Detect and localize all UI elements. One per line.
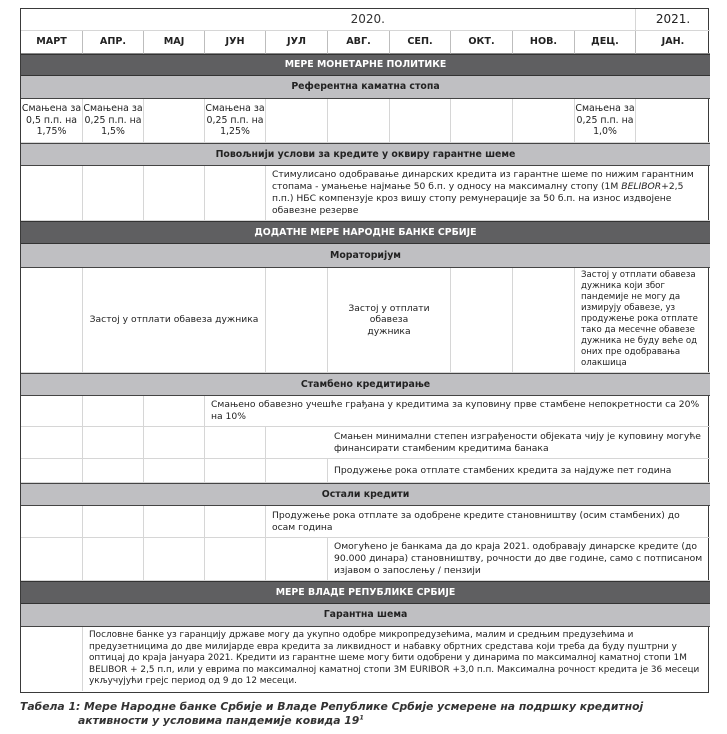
empty-cell [390, 99, 451, 143]
moratorium-third: Застој у отплати обавеза дужника који због пандемије не могу да измирују обавезе, уз продужење рока отплате тако да месечне обавезе дужника не буду веће од оних пре одобравања олакшица [575, 268, 710, 373]
caption-line-2-text: активности у условима пандемије ковида 19 [78, 714, 360, 727]
empty-cell [144, 166, 205, 221]
empty-cell [513, 268, 575, 373]
empty-cell [266, 268, 328, 373]
year-2021-header: 2021. [636, 9, 710, 31]
empty-cell [83, 459, 144, 483]
empty-cell [144, 99, 205, 143]
empty-cell [21, 166, 83, 221]
empty-cell [144, 427, 205, 459]
empty-cell [205, 166, 266, 221]
footnote-mark: 1 [359, 713, 364, 722]
housing-row-down-payment: Смањено обавезно учешће грађана у кредитима за куповину прве стамбене непокретности са 20% на 10% [205, 396, 710, 427]
empty-cell [205, 538, 266, 581]
empty-cell [83, 396, 144, 427]
month-header-jan: ЈАН. [636, 31, 710, 54]
table-caption [20, 700, 710, 728]
rate-cut-march: Смањена за 0,5 п.п. на 1,75% [21, 99, 83, 143]
empty-cell [266, 99, 328, 143]
empty-cell [21, 268, 83, 373]
rate-cut-april: Смањена за 0,25 п.п. на 1,5% [83, 99, 144, 143]
empty-cell [205, 427, 266, 459]
month-header-may: МАЈ [144, 31, 205, 54]
housing-row-construction-degree: Смањен минимални степен изграђености објеката чију је куповину могуће финансирати стамбеним кредитима банака [266, 427, 710, 459]
guarantee-terms-text [266, 166, 710, 221]
caption-line-2 [20, 714, 710, 728]
subsection-header-guarantee-terms: Повољнији услови за кредите у оквиру гарантне шеме [21, 143, 710, 166]
empty-cell [83, 166, 144, 221]
empty-cell [83, 538, 144, 581]
section-header-monetary-policy: МЕРЕ МОНЕТАРНЕ ПОЛИТИКЕ [21, 54, 710, 76]
empty-cell [451, 268, 513, 373]
month-header-jun: ЈУН [205, 31, 266, 54]
moratorium-first: Застој у отплати обавеза дужника [83, 268, 266, 373]
section-header-government-measures: МЕРЕ ВЛАДЕ РЕПУБЛИКЕ СРБИЈЕ [21, 581, 710, 604]
month-header-apr: АПР. [83, 31, 144, 54]
subsection-header-housing-loans: Стамбено кредитирање [21, 373, 710, 396]
empty-cell [144, 396, 205, 427]
subsection-header-guarantee-scheme: Гарантна шема [21, 604, 710, 627]
caption-line-1: Табела 1: Мере Народне банке Србије и Владе Републике Србије усмерене на подршку кредитној [20, 700, 644, 713]
month-header-sep: СЕП. [390, 31, 451, 54]
empty-cell [451, 99, 513, 143]
housing-row-term-extension: Продужење рока отплате стамбених кредита за најдуже пет година [328, 459, 710, 483]
empty-cell [328, 99, 390, 143]
other-loans-row-dinar-credits: Омогућено је банкама да до краја 2021. одобравају динарске кредите (до 90.000 динара) становништву, рочности до две године, само с потписаном изјавом о запослењу / пензији [328, 538, 710, 581]
empty-cell [266, 459, 328, 483]
guarantee-terms-text-part1: Стимулисано одобравање динарских кредита из гарантне шеме по нижим гарантним стопама - умањење најмање 50 б.п. у односу на максималну стопу (1М [272, 169, 694, 192]
empty-cell [21, 506, 83, 538]
empty-cell [205, 506, 266, 538]
empty-cell [21, 538, 83, 581]
subsection-header-reference-rate: Референтна каматна стопа [21, 76, 710, 99]
guarantee-terms-text-part2: +2,5 п.п.) НБС компензује кроз вишу стопу ремунерације за 50 б.п. на износ издвојене обавезне резерве [272, 181, 684, 216]
rate-cut-june: Смањена за 0,25 п.п. на 1,25% [205, 99, 266, 143]
empty-cell [266, 538, 328, 581]
month-header-aug: АВГ. [328, 31, 390, 54]
empty-cell [205, 459, 266, 483]
month-header-mar: МАРТ [21, 31, 83, 54]
empty-cell [21, 396, 83, 427]
month-header-oct: ОКТ. [451, 31, 513, 54]
moratorium-second: Застој у отплати обавеза дужника [328, 268, 451, 373]
credit-measures-table [20, 8, 709, 693]
empty-cell [144, 506, 205, 538]
empty-cell [21, 627, 83, 691]
other-loans-row-term-extension: Продужење рока отплате за одобрене кредите становништву (осим стамбених) до осам година [266, 506, 710, 538]
month-header-nov: НОВ. [513, 31, 575, 54]
year-2020-header: 2020. [21, 9, 636, 31]
subsection-header-moratorium: Мораторијум [21, 244, 710, 268]
subsection-header-other-loans: Остали кредити [21, 483, 710, 506]
empty-cell [636, 99, 710, 143]
guarantee-scheme-text: Пословне банке уз гаранцију државе могу да укупно одобре микропредузећима, малим и средњим предузећима и предузетницима до две милијарде евра кредита за ликвидност и набавку обртних средстава који треба да буду пуштрни у оптицај до краја јануара 2021. Кредити из гарантне шеме могу бити одобрени у динарима по максималној каматној стопи 1М BELIBOR + 2,5 п.п, или у еврима по максималној каматној стопи 3М EURIBOR +3,0 п.п. Максимална рочност кредита је 36 месеци укључујући грејс период од 9 до 12 месеци. [89, 630, 700, 687]
month-header-dec: ДЕЦ. [575, 31, 636, 54]
empty-cell [21, 459, 83, 483]
belibor-italic: BELIBOR [621, 181, 662, 192]
empty-cell [21, 427, 83, 459]
month-header-jul: ЈУЛ [266, 31, 328, 54]
section-header-additional-nbs-measures: ДОДАТНЕ МЕРЕ НАРОДНЕ БАНКЕ СРБИЈЕ [21, 221, 710, 244]
rate-cut-december: Смањена за 0,25 п.п. на 1,0% [575, 99, 636, 143]
empty-cell [83, 427, 144, 459]
empty-cell [144, 459, 205, 483]
empty-cell [83, 506, 144, 538]
empty-cell [513, 99, 575, 143]
empty-cell [144, 538, 205, 581]
